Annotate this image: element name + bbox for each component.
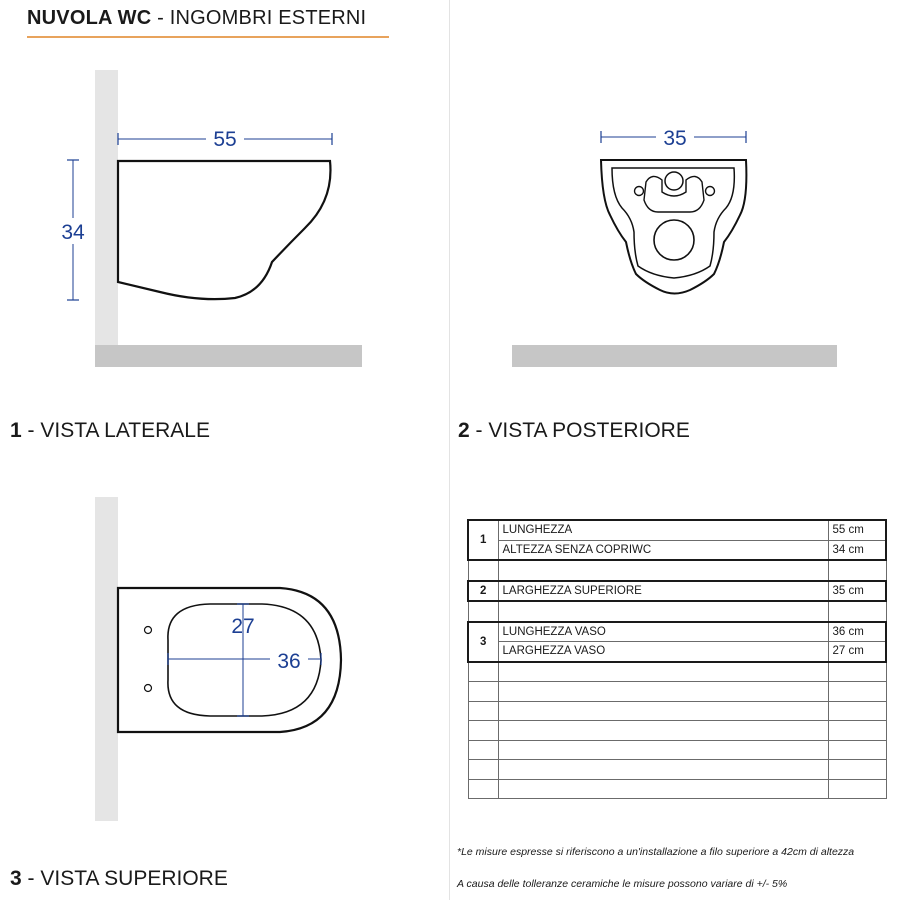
row-value: 55 cm: [828, 520, 886, 540]
rear-right-fixing-hole: [706, 187, 715, 196]
rear-left-fixing-hole: [635, 187, 644, 196]
top-wall: [95, 497, 118, 821]
side-floor: [95, 345, 362, 367]
row-label: LARGHEZZA SUPERIORE: [498, 581, 828, 602]
top-width-label: 27: [231, 615, 255, 638]
row-label: LARGHEZZA VASO: [498, 642, 828, 662]
side-view: [58, 70, 362, 367]
row-label: ALTEZZA SENZA COPRIWC: [498, 540, 828, 560]
side-length-label: 55: [213, 128, 237, 151]
row-label: LUNGHEZZA VASO: [498, 622, 828, 642]
table-row-empty: [468, 662, 886, 682]
caption-rear-number: 2: [458, 419, 470, 442]
table-row-empty: [468, 701, 886, 721]
side-toilet-outline: [118, 161, 330, 299]
tolerance-note: A causa delle tolleranze ceramiche le misure possono variare di +/- 5%: [457, 878, 788, 890]
table-row-empty: [468, 779, 886, 799]
table-row-empty: [468, 560, 886, 581]
row-value: 35 cm: [828, 581, 886, 602]
top-view: [95, 497, 341, 821]
caption-top-number: 3: [10, 867, 22, 890]
product-name: NUVOLA WC: [27, 7, 152, 29]
group-number: 3: [468, 622, 498, 662]
group-number: 1: [468, 520, 498, 560]
top-length-label: 36: [277, 650, 301, 673]
row-value: 36 cm: [828, 622, 886, 642]
rear-floor: [512, 345, 837, 367]
caption-top-view: [10, 867, 228, 891]
caption-side-number: 1: [10, 419, 22, 442]
table-row: [468, 581, 886, 602]
table-row-empty: [468, 760, 886, 780]
table-row-empty: [468, 601, 886, 622]
title-subtitle: - INGOMBRI ESTERNI: [151, 7, 367, 29]
table-row-empty: [468, 721, 886, 741]
table-row-empty: [468, 740, 886, 760]
rear-view: [512, 124, 837, 367]
caption-rear-label: - VISTA POSTERIORE: [469, 419, 690, 442]
row-value: 27 cm: [828, 642, 886, 662]
dimensions-table: [467, 519, 887, 799]
side-wall: [95, 70, 118, 346]
row-label: LUNGHEZZA: [498, 520, 828, 540]
rear-top-hole: [665, 172, 683, 190]
group-number: 2: [468, 581, 498, 602]
top-lower-fixing-hole: [145, 685, 152, 692]
table-row: [468, 540, 886, 560]
table-row: [468, 520, 886, 540]
caption-side-label: - VISTA LATERALE: [21, 419, 210, 442]
rear-outlet: [654, 220, 694, 260]
caption-top-label: - VISTA SUPERIORE: [21, 867, 228, 890]
table-row: [468, 622, 886, 642]
table-row-empty: [468, 682, 886, 702]
caption-rear-view: [458, 419, 690, 443]
side-height-label: 34: [61, 221, 85, 244]
installation-note: *Le misure espresse si riferiscono a un'installazione a filo superiore a 42cm di altezza: [457, 846, 855, 858]
row-value: 34 cm: [828, 540, 886, 560]
top-upper-fixing-hole: [145, 627, 152, 634]
rear-width-label: 35: [663, 127, 687, 150]
table-row: [468, 642, 886, 662]
caption-side-view: [10, 419, 210, 443]
